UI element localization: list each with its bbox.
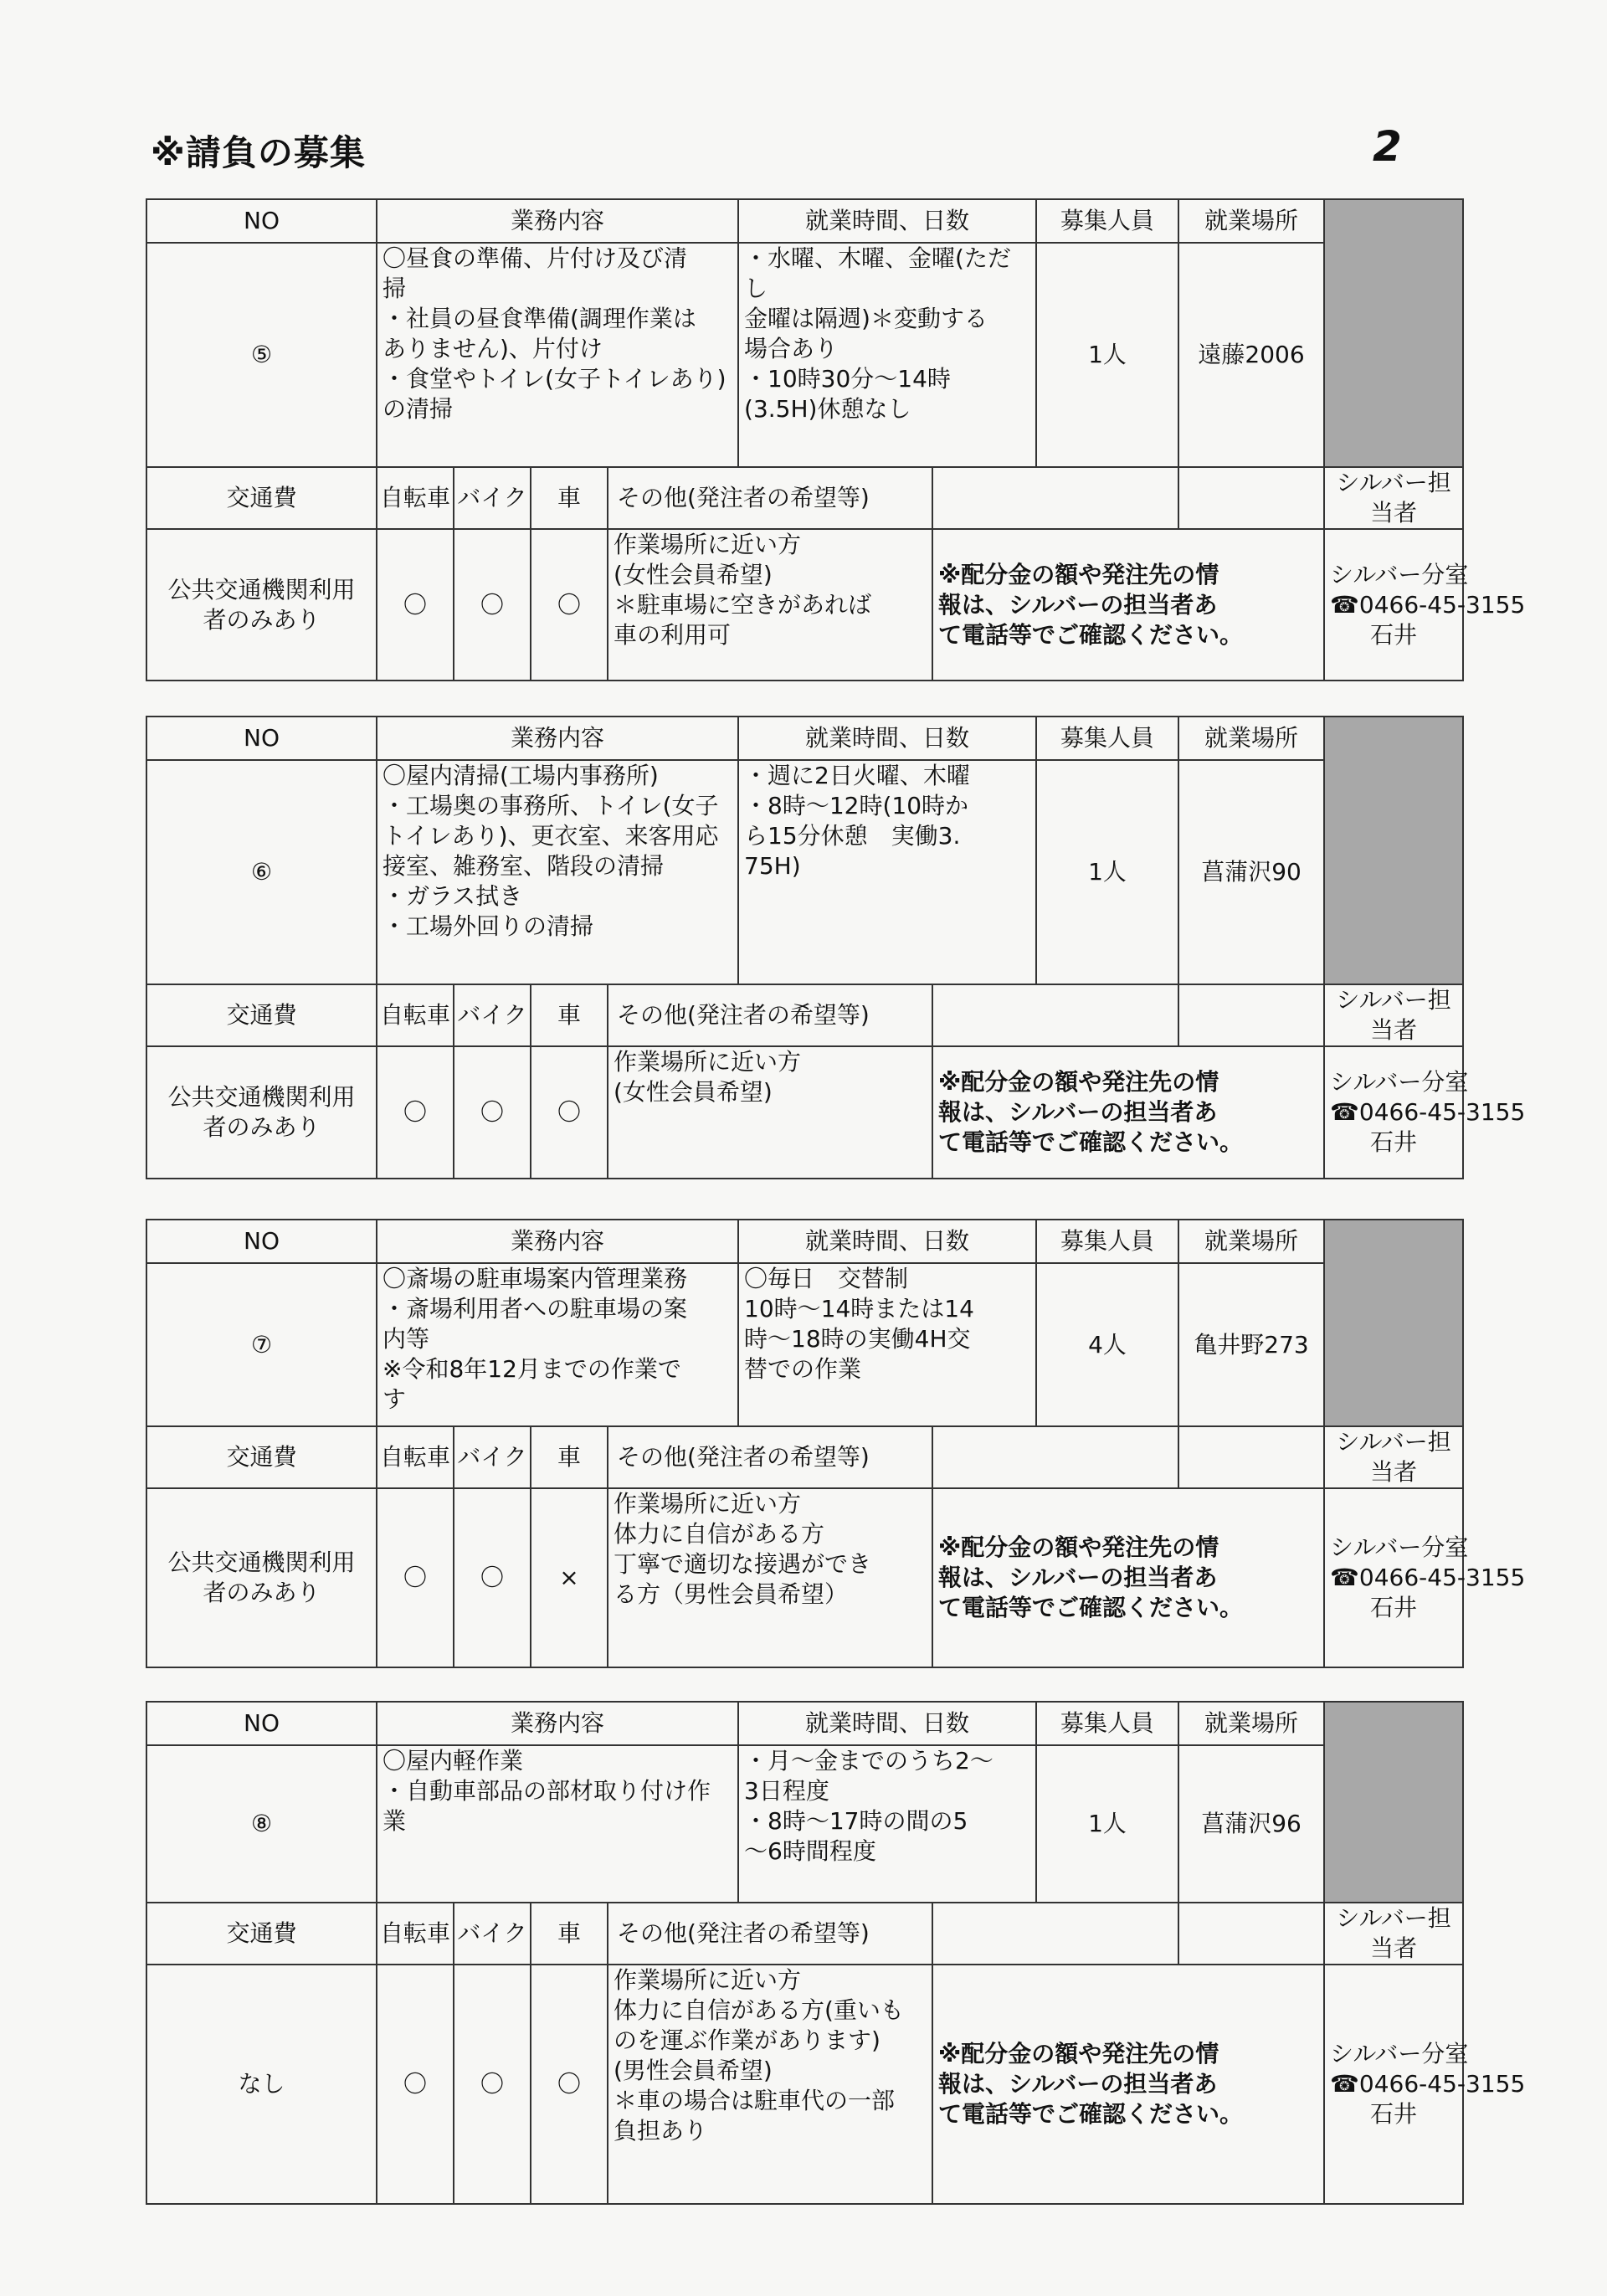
header-place: 就業場所 (1178, 1702, 1324, 1745)
other-requests: 作業場所に近い方 体力に自信がある方(重いも のを運ぶ作業があります) (男性会員希望) ＊車の場合は駐車代の一部 負担あり (608, 1965, 932, 2204)
bicycle-mark: 〇 (377, 1965, 454, 2204)
header-transport: 交通費 (146, 467, 377, 529)
header-car: 車 (531, 467, 608, 529)
gray-cell (1324, 717, 1463, 984)
job-block (146, 1701, 1526, 2205)
header-blank-1 (932, 1426, 1178, 1488)
work-place: 亀井野273 (1178, 1263, 1324, 1426)
contact-office: シルバー分室 (1330, 560, 1469, 588)
header-other: その他(発注者の希望等) (608, 1903, 932, 1965)
bike-mark: 〇 (454, 1046, 531, 1179)
header-blank-2 (1178, 1903, 1324, 1965)
header-blank-1 (932, 467, 1178, 529)
contact-name: 石井 (1370, 1594, 1418, 1621)
header-no: NO (146, 1702, 377, 1745)
other-requests: 作業場所に近い方 体力に自信がある方 丁寧で適切な接遇ができ る方（男性会員希望） (608, 1488, 932, 1667)
contact-phone: ☎0466-45-3155 (1330, 1564, 1526, 1591)
gray-cell (1324, 199, 1463, 467)
header-bicycle: 自転車 (377, 467, 454, 529)
car-mark: 〇 (531, 1046, 608, 1179)
job-table (146, 198, 1526, 681)
contact-phone: ☎0466-45-3155 (1330, 590, 1526, 619)
header-bike: バイク (454, 1903, 531, 1965)
header-other: その他(発注者の希望等) (608, 467, 932, 529)
header-other: その他(発注者の希望等) (608, 984, 932, 1046)
header-staff: シルバー担当者 (1324, 467, 1463, 529)
header-work: 業務内容 (377, 717, 738, 760)
header-bike: バイク (454, 467, 531, 529)
header-bicycle: 自転車 (377, 1903, 454, 1965)
header-staff: シルバー担当者 (1324, 1903, 1463, 1965)
work-description: 〇屋内軽作業 ・自動車部品の部材取り付け作 業 (377, 1745, 738, 1903)
header-hours: 就業時間、日数 (738, 1702, 1036, 1745)
contact-info (1324, 1965, 1526, 2204)
people-count: 4人 (1036, 1263, 1178, 1426)
contact-office: シルバー分室 (1330, 2040, 1469, 2067)
transport-value: なし (146, 1965, 377, 2204)
header-staff: シルバー担当者 (1324, 1426, 1463, 1488)
header-place: 就業場所 (1178, 199, 1324, 243)
header-staff: シルバー担当者 (1324, 984, 1463, 1046)
header-work: 業務内容 (377, 1702, 738, 1745)
people-count: 1人 (1036, 760, 1178, 984)
header-place: 就業場所 (1178, 717, 1324, 760)
car-mark: 〇 (531, 529, 608, 681)
contact-office: シルバー分室 (1330, 1533, 1469, 1561)
bike-mark: 〇 (454, 529, 531, 681)
notice-text: ※配分金の額や発注先の情 報は、シルバーの担当者あ て電話等でご確認ください。 (932, 1965, 1324, 2204)
header-car: 車 (531, 1903, 608, 1965)
people-count: 1人 (1036, 1745, 1178, 1903)
job-table (146, 716, 1526, 1179)
header-people: 募集人員 (1036, 717, 1178, 760)
bike-mark: 〇 (454, 1965, 531, 2204)
work-hours: ・週に2日火曜、木曜 ・8時～12時(10時か ら15分休憩 実働3. 75H) (738, 760, 1036, 984)
notice-text: ※配分金の額や発注先の情 報は、シルバーの担当者あ て電話等でご確認ください。 (932, 1046, 1324, 1179)
header-hours: 就業時間、日数 (738, 717, 1036, 760)
gray-cell (1324, 1702, 1463, 1903)
job-number: ⑦ (146, 1263, 377, 1426)
header-other: その他(発注者の希望等) (608, 1426, 932, 1488)
work-description: 〇斎場の駐車場案内管理業務 ・斎場利用者への駐車場の案 内等 ※令和8年12月までの作業で す (377, 1263, 738, 1426)
contact-phone: ☎0466-45-3155 (1330, 2070, 1526, 2098)
header-bike: バイク (454, 984, 531, 1046)
job-block (146, 716, 1526, 1179)
header-bicycle: 自転車 (377, 1426, 454, 1488)
header-blank-2 (1178, 984, 1324, 1046)
other-requests: 作業場所に近い方 (女性会員希望) (608, 1046, 932, 1179)
car-mark: 〇 (531, 1965, 608, 2204)
header-work: 業務内容 (377, 199, 738, 243)
header-car: 車 (531, 984, 608, 1046)
header-transport: 交通費 (146, 1903, 377, 1965)
bicycle-mark: 〇 (377, 1046, 454, 1179)
header-bicycle: 自転車 (377, 984, 454, 1046)
transport-value: 公共交通機関利用 者のみあり (146, 1046, 377, 1179)
header-transport: 交通費 (146, 1426, 377, 1488)
header-transport: 交通費 (146, 984, 377, 1046)
header-no: NO (146, 199, 377, 243)
contact-info (1324, 1046, 1526, 1179)
job-number: ⑥ (146, 760, 377, 984)
transport-value: 公共交通機関利用 者のみあり (146, 529, 377, 681)
job-number: ⑤ (146, 243, 377, 467)
page-number: 2 (1373, 122, 1402, 171)
notice-text: ※配分金の額や発注先の情 報は、シルバーの担当者あ て電話等でご確認ください。 (932, 529, 1324, 681)
work-hours: ・月～金までのうち2～ 3日程度 ・8時～17時の間の5 ～6時間程度 (738, 1745, 1036, 1903)
gray-cell (1324, 1220, 1463, 1426)
header-no: NO (146, 717, 377, 760)
work-place: 菖蒲沢90 (1178, 760, 1324, 984)
contact-phone: ☎0466-45-3155 (1330, 1098, 1526, 1126)
header-car: 車 (531, 1426, 608, 1488)
contact-name: 石井 (1370, 2100, 1418, 2128)
bike-mark: 〇 (454, 1488, 531, 1667)
header-people: 募集人員 (1036, 199, 1178, 243)
header-people: 募集人員 (1036, 1702, 1178, 1745)
work-description: 〇屋内清掃(工場内事務所) ・工場奥の事務所、トイレ(女子 トイレあり)、更衣室、来客用応 接室、雑務室、階段の清掃 ・ガラス拭き ・工場外回りの清掃 (377, 760, 738, 984)
other-requests: 作業場所に近い方 (女性会員希望) ＊駐車場に空きがあれば 車の利用可 (608, 529, 932, 681)
header-hours: 就業時間、日数 (738, 199, 1036, 243)
notice-text: ※配分金の額や発注先の情 報は、シルバーの担当者あ て電話等でご確認ください。 (932, 1488, 1324, 1667)
contact-office: シルバー分室 (1330, 1068, 1469, 1096)
contact-name: 石井 (1370, 620, 1418, 649)
job-block (146, 1219, 1526, 1668)
header-bike: バイク (454, 1426, 531, 1488)
job-block (146, 198, 1526, 681)
header-blank-2 (1178, 1426, 1324, 1488)
job-number: ⑧ (146, 1745, 377, 1903)
header-blank-1 (932, 1903, 1178, 1965)
people-count: 1人 (1036, 243, 1178, 467)
bicycle-mark: 〇 (377, 529, 454, 681)
work-place: 菖蒲沢96 (1178, 1745, 1324, 1903)
job-table (146, 1701, 1526, 2205)
work-description: 〇昼食の準備、片付け及び清 掃 ・社員の昼食準備(調理作業は ありません)、片付け ・食堂やトイレ(女子トイレあり) の清掃 (377, 243, 738, 467)
header-no: NO (146, 1220, 377, 1263)
page-title: ※請負の募集 (151, 132, 366, 173)
work-hours: 〇毎日 交替制 10時～14時または14 時～18時の実働4H交 替での作業 (738, 1263, 1036, 1426)
header-place: 就業場所 (1178, 1220, 1324, 1263)
car-mark: × (531, 1488, 608, 1667)
work-place: 遠藤2006 (1178, 243, 1324, 467)
work-hours: ・水曜、木曜、金曜(ただし 金曜は隔週)＊変動する 場合あり ・10時30分～14時 (3.5H)休憩なし (738, 243, 1036, 467)
header-blank-1 (932, 984, 1178, 1046)
contact-info (1324, 529, 1526, 681)
contact-info (1324, 1488, 1526, 1667)
transport-value: 公共交通機関利用 者のみあり (146, 1488, 377, 1667)
job-table (146, 1219, 1526, 1668)
header-hours: 就業時間、日数 (738, 1220, 1036, 1263)
bicycle-mark: 〇 (377, 1488, 454, 1667)
contact-name: 石井 (1370, 1128, 1418, 1156)
header-people: 募集人員 (1036, 1220, 1178, 1263)
header-blank-2 (1178, 467, 1324, 529)
header-work: 業務内容 (377, 1220, 738, 1263)
